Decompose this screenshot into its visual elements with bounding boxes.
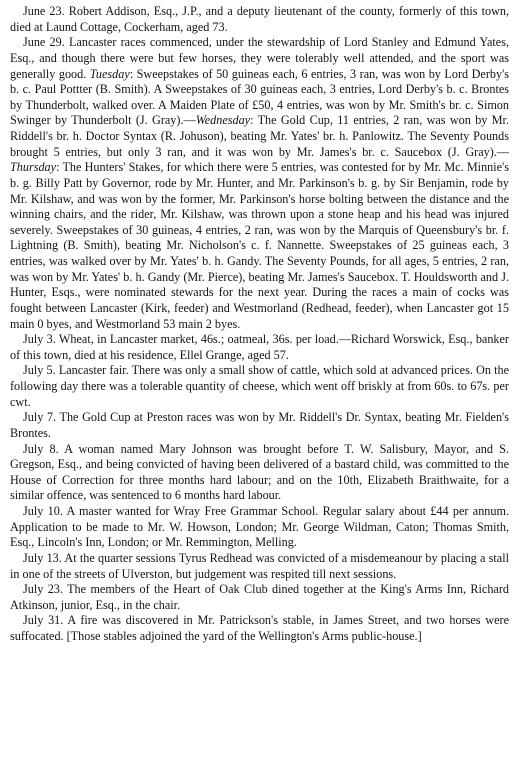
entry-text: The Gold Cup at Preston races was won by Mr. Riddell's Dr. Syntax, beating Mr. Fielden's Brontes. [10, 410, 509, 440]
entry-date: July 7. [23, 410, 57, 425]
entry-july-5 [10, 363, 509, 410]
entry-june-23 [10, 4, 509, 35]
entry-date: July 3. [23, 332, 56, 347]
entry-text: At the quarter sessions Tyrus Redhead was convicted of a misdemeanour by placing a stall in one of the streets of Ulverston, but judgement was respited till next sessions. [10, 550, 509, 581]
entry-date: July 5. [23, 363, 56, 378]
entry-text: A fire was discovered in Mr. Patrickson's stable, in James Street, and two horses were suffocated. [Those stables adjoined the yard of the Wellington's Arms public-house.] [10, 613, 509, 643]
day-heading-thursday: Thursday [10, 160, 57, 175]
entry-july-23 [10, 582, 509, 613]
entry-june-29 [10, 35, 509, 332]
entry-text: Lancaster races commenced, under the stewardship of Lord Stanley and Edmund Yates, Esq., and though there were but few horses, they were tolerably well attended, and the sport was generally good. [10, 35, 510, 81]
entry-text: : The Gold Cup, 11 entries, 2 ran, was won by Mr. Riddell's br. h. Doctor Syntax (R. Johuson), beating Mr. Yates' br. h. Panlowitz. The Seventy Pounds brought 5 entries, but only 3 ran, and it was won by Mr. James's br. c. Saucebox (J. Gray).— [10, 113, 509, 159]
entry-july-31 [10, 613, 509, 644]
entry-date: July 13. [23, 550, 62, 565]
entry-date: July 23. [23, 582, 63, 597]
entry-date: July 10. [23, 504, 63, 518]
entry-text: A master wanted for Wray Free Grammar School. Regular salary about £44 per annum. Application to be made to Mr. W. Howson, London; Mr. George Wildman, Caton; Thomas Smith, Esq., Lincoln's Inn, London; or Mr. Remmington, Melling. [10, 504, 509, 550]
entry-july-8 [10, 442, 509, 505]
entry-date: July 8. [23, 441, 59, 456]
entry-text: A woman named Mary Johnson was brought before T. W. Salisbury, Mayor, and S. Gregson, Esq., and being convicted of having been delivered of a bastard child, was committed to the House of Correction for three months hard labour; and on the 10th, Elizabeth Braithwaite, for a similar offence, was sentenced to 6 months hard labour. [10, 441, 509, 503]
day-heading-wednesday: Wednesday [195, 113, 251, 128]
day-heading-tuesday: Tuesday [89, 66, 130, 81]
entry-text: Robert Addison, Esq., J.P., and a deputy lieutenant of the county, formerly of this town, died at Laund Cottage, Cockerham, aged 73. [10, 4, 510, 34]
entry-text: : Sweepstakes of 50 guineas each, 6 entries, 3 ran, was won by Lord Derby's b. c. Paul Pottter (B. Smith). A Sweepstakes of 30 guineas each, 3 entries, Lord Derby's b. c. Brontes by Thunderbolt, walked over. A Maiden Plate of £50, 4 entries, was won by Mr. Smith's br. c. Simon Swinger by Thunderbolt (J. Gray).— [10, 66, 510, 128]
entry-date: July 31. [23, 613, 64, 628]
entry-date: June 29. [23, 35, 65, 50]
entry-date: June 23. [23, 4, 65, 18]
entry-july-7 [10, 410, 509, 441]
entry-text: Wheat, in Lancaster market, 46s.; oatmeal, 36s. per load.—Richard Worswick, Esq., banker of this town, died at his residence, Ellel Grange, aged 57. [10, 332, 509, 362]
entry-july-13 [10, 551, 509, 582]
entry-july-10 [10, 504, 509, 551]
entry-july-3 [10, 332, 509, 363]
entry-text: The members of the Heart of Oak Club dined together at the King's Arms Inn, Richard Atkinson, junior, Esq., in the chair. [10, 582, 509, 612]
entry-text: Lancaster fair. There was only a small show of cattle, which sold at advanced prices. On the following day there was a tolerable quantity of cheese, which went off briskly at from 60s. to 67s. per cwt. [10, 363, 509, 409]
entry-text: : The Hunters' Stakes, for which there were 5 entries, was contested for by Mr. Mc. Minnie's b. g. Billy Patt by Governor, rode by Mr. Hunter, and Mr. Parkinson's b. g. by Sir Benjamin, rode by Mr. Kilshaw, and was won by the former, Mr. Parkinson's horse bolting between the distance and the winning chairs, and the rider, Mr. Kilshaw, was thrown upon a stone heap and his head was injured severely. Sweepstakes of 30 guineas, 4 entries, 2 ran, was won by the Marquis of Queensbury's br. f. Lightning (B. Smith), beating Mr. Nicholson's c. f. Nannette. Sweepstakes of 25 guineas each, 3 entries, was walked over by Mr. Yates' b. h. Gandy. The Seventy Pounds, for all ages, 5 entries, 2 ran, was won by Mr. Yates' b. h. Gandy (Mr. Pierce), beating Mr. James's Saucebox. T. Houldsworth and J. Hunter, Esqs., were nominated stewards for the next year. During the races a main of cocks was fought between Lancaster (Kirk, feeder) and Westmorland (Redhead, feeder), when Lancaster got 15 main 0 byes, and Westmorland 53 main 2 byes. [10, 160, 509, 331]
